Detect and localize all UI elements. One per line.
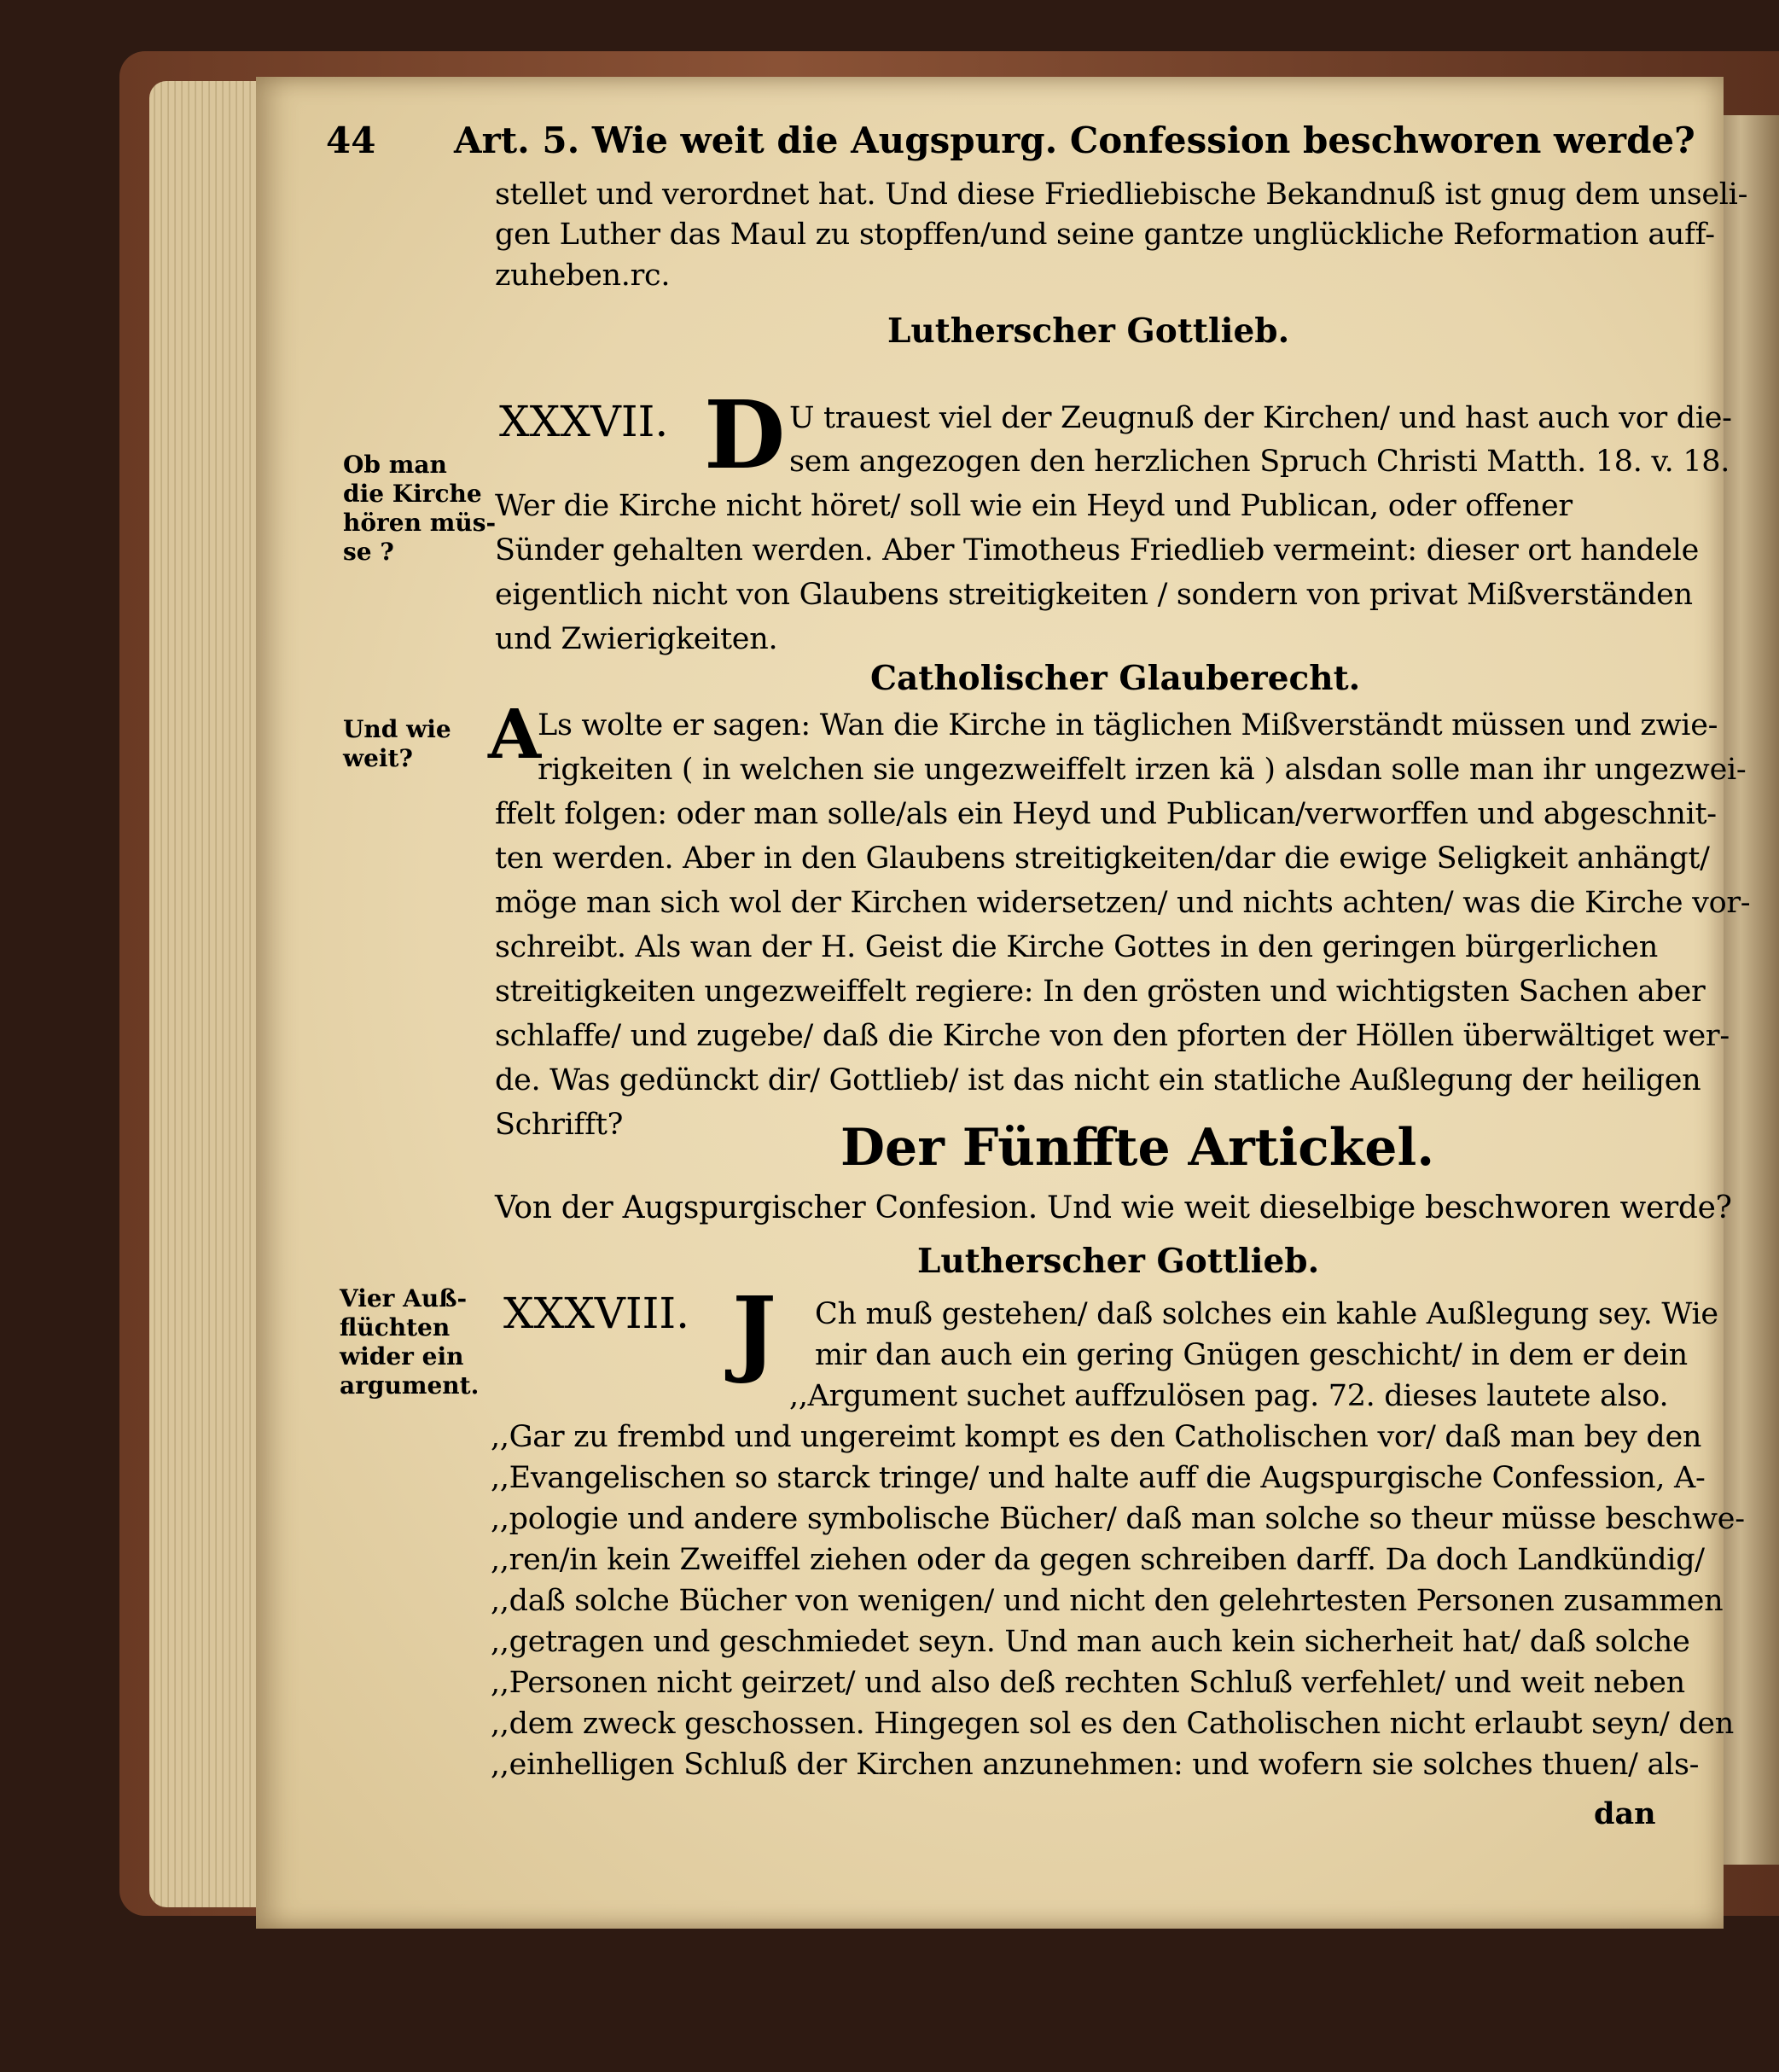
text-line: gen Luther das Maul zu stopffen/und seine gantze unglückliche Reformation auff- xyxy=(495,218,1715,252)
text-line: ,,Argument suchet auffzulösen pag. 72. dieses lautete also. xyxy=(789,1379,1669,1413)
text-line: und Zwierigkeiten. xyxy=(495,622,778,656)
text-line: ,,ren/in kein Zweiffel ziehen oder da gegen schreiben darff. Da doch Landkündig/ xyxy=(491,1543,1705,1577)
text-line: Wer die Kirche nicht höret/ soll wie ein Heyd und Publican, oder offener xyxy=(495,489,1573,523)
text-line: ,,Gar zu frembd und ungereimt kompt es den Catholischen vor/ daß man bey den xyxy=(491,1420,1702,1454)
text-line: Schrifft? xyxy=(495,1108,624,1142)
text-line: möge man sich wol der Kirchen widersetzen/ und nichts achten/ was die Kirche vor- xyxy=(495,886,1751,920)
article-subtitle: Von der Augspurgischer Confesion. Und wie weit dieselbige beschworen werde? xyxy=(495,1190,1732,1225)
text-line: sem angezogen den herzlichen Spruch Christi Matth. 18. v. 18. xyxy=(789,445,1730,479)
running-head-title: Art. 5. Wie weit die Augspurg. Confession beschworen werde? xyxy=(454,119,1695,161)
text-line: ,,dem zweck geschossen. Hingegen sol es den Catholischen nicht erlaubt seyn/ den xyxy=(491,1707,1735,1741)
text-line: Ch muß gestehen/ daß solches ein kahle Außlegung sey. Wie xyxy=(815,1297,1718,1331)
section-number: XXXVIII. xyxy=(503,1289,690,1338)
text-line: mir dan auch ein gering Gnügen geschicht/ in dem er dein xyxy=(815,1338,1688,1372)
speaker-heading: Lutherscher Gottlieb. xyxy=(887,311,1290,351)
text-line: de. Was gedünckt dir/ Gottlieb/ ist das nicht ein statliche Außlegung der heiligen xyxy=(495,1063,1701,1097)
text-line: U trauest viel der Zeugnuß der Kirchen/ und hast auch vor die- xyxy=(789,401,1732,435)
page-number: 44 xyxy=(326,119,376,161)
speaker-heading: Lutherscher Gottlieb. xyxy=(917,1242,1320,1281)
text-line: rigkeiten ( in welchen sie ungezweiffelt irzen kä ) alsdan solle man ihr ungezwei- xyxy=(538,753,1747,787)
text-line: streitigkeiten ungezweiffelt regiere: In den grösten und wichtigsten Sachen aber xyxy=(495,975,1706,1009)
running-header xyxy=(326,119,1695,167)
drop-initial: A xyxy=(488,694,542,774)
page-edges-left xyxy=(149,81,269,1907)
text-line: schreibt. Als wan der H. Geist die Kirche Gottes in den geringen bürgerlichen xyxy=(495,930,1658,964)
text-line: ten werden. Aber in den Glaubens streitigkeiten/dar die ewige Seligkeit anhängt/ xyxy=(495,841,1710,876)
section-number: XXXVII. xyxy=(499,397,669,446)
speaker-heading: Catholischer Glauberecht. xyxy=(870,659,1361,698)
drop-initial: J xyxy=(732,1276,777,1386)
text-line: ,,getragen und geschmiedet seyn. Und man auch kein sicherheit hat/ daß solche xyxy=(491,1625,1690,1659)
text-line: Ls wolte er sagen: Wan die Kirche in täglichen Mißverständt müssen und zwie- xyxy=(538,708,1718,742)
text-line: schlaffe/ und zugebe/ daß die Kirche von den pforten der Höllen überwältiget wer- xyxy=(495,1019,1730,1053)
catchword: dan xyxy=(1594,1796,1656,1831)
margin-note: Vier Auß- flüchten wider ein argument. xyxy=(340,1284,480,1400)
text-line: ,,Personen nicht geirzet/ und also deß rechten Schluß verfehlet/ und weit neben xyxy=(491,1666,1685,1700)
margin-note: Ob man die Kirche hören müs- se ? xyxy=(343,451,497,566)
drop-initial: D xyxy=(704,380,786,490)
text-line: ,,Evangelischen so starck tringe/ und halte auff die Augspurgische Confession, A- xyxy=(491,1461,1706,1495)
margin-note: Und wie weit? xyxy=(343,715,451,772)
text-line: Sünder gehalten werden. Aber Timotheus Friedlieb vermeint: dieser ort handele xyxy=(495,533,1700,567)
text-line: eigentlich nicht von Glaubens streitigkeiten / sondern von privat Mißverständen xyxy=(495,578,1693,612)
text-line: ,,daß solche Bücher von wenigen/ und nicht den gelehrtesten Personen zusammen xyxy=(491,1584,1724,1618)
text-line: ,,einhelligen Schluß der Kirchen anzunehmen: und wofern sie solches thuen/ als- xyxy=(491,1748,1700,1782)
text-line: ffelt folgen: oder man solle/als ein Heyd und Publican/verworffen und abgeschnit- xyxy=(495,797,1717,831)
text-line: ,,pologie und andere symbolische Bücher/ daß man solche so theur müsse beschwe- xyxy=(491,1502,1745,1536)
page-edges-right xyxy=(1715,115,1779,1865)
text-line: zuheben.rc. xyxy=(495,259,671,293)
article-title: Der Fünffte Artickel. xyxy=(840,1118,1435,1178)
text-line: stellet und verordnet hat. Und diese Friedliebische Bekandnuß ist gnug dem unseli- xyxy=(495,178,1748,212)
